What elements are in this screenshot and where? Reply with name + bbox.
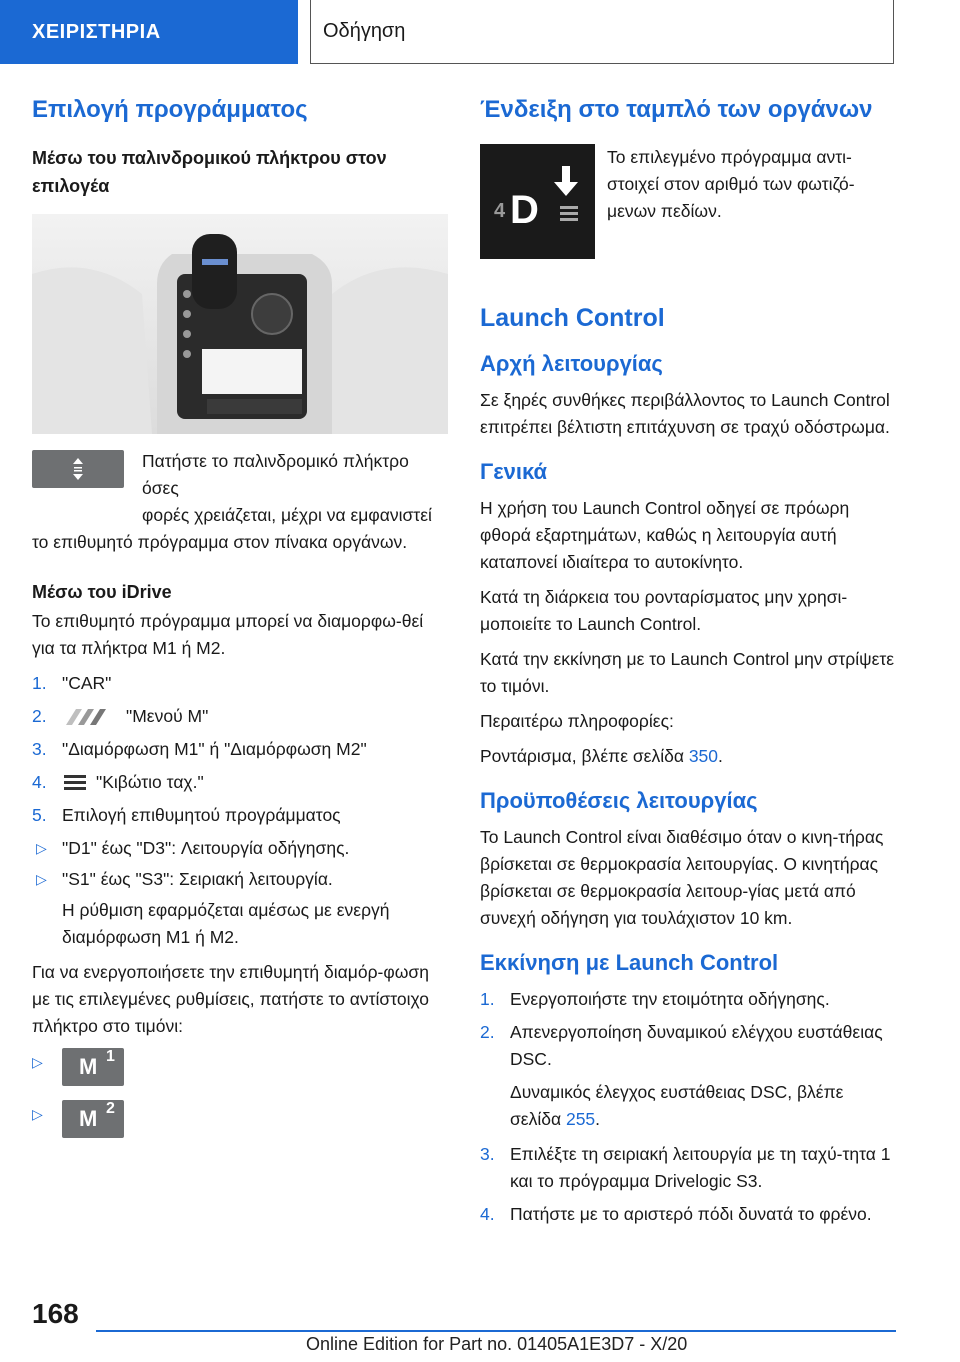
rocker-text-line1: Πατήστε το παλινδρομικό πλήκτρο όσες xyxy=(142,451,409,498)
display-block xyxy=(480,144,896,274)
step-number: 4. xyxy=(32,772,47,792)
step-item xyxy=(480,1201,896,1228)
triangle-bullet-icon: ▷ xyxy=(36,840,47,856)
step-number: 2. xyxy=(480,1022,495,1042)
step-text: Απενεργοποίηση δυναμικού ελέγχου ευστάθειας DSC. xyxy=(510,1022,883,1069)
step-number: 1. xyxy=(32,673,47,693)
prereq-heading: Προϋποθέσεις λειτουργίας xyxy=(480,788,758,813)
launch-control-heading: Launch Control xyxy=(480,304,665,332)
step-number: 3. xyxy=(32,739,47,759)
general-heading: Γενικά xyxy=(480,459,548,484)
display-digit: 4 xyxy=(494,200,506,222)
section-title: ΧΕΙΡΙΣΤΗΡΙΑ xyxy=(32,20,161,43)
dsc-note-end: . xyxy=(595,1109,601,1129)
step-number: 2. xyxy=(32,706,47,726)
gearbox-icon xyxy=(62,773,88,793)
idrive-steps xyxy=(32,670,448,829)
bullet-item xyxy=(32,835,448,862)
step-text: Επιλογή επιθυμητού προγράμματος xyxy=(62,805,341,825)
start-steps-cont xyxy=(480,1141,896,1228)
step-number: 4. xyxy=(480,1204,495,1224)
chapter-tab xyxy=(310,0,894,64)
step-number: 1. xyxy=(480,989,495,1009)
idrive-text: Το επιθυμητό πρόγραμμα μπορεί να διαμορφω-θεί για τα πλήκτρα M1 ή M2. xyxy=(32,611,424,658)
step-item xyxy=(480,986,896,1013)
step-item xyxy=(480,1141,896,1195)
bullet-text: "S1" έως "S3": Σειριακή λειτουργία. xyxy=(62,869,333,889)
footer-divider xyxy=(96,1330,896,1332)
bullet-item xyxy=(32,866,448,893)
idrive-subheading: Μέσω του iDrive xyxy=(32,582,172,602)
page-link-350[interactable]: 350 xyxy=(688,746,719,766)
step-number: 3. xyxy=(480,1144,495,1164)
break-in-text: Ροντάρισμα, βλέπε σελίδα xyxy=(480,746,689,766)
start-heading: Εκκίνηση με Launch Control xyxy=(480,950,779,975)
dsc-note-text: Δυναμικός έλεγχος ευστάθειας DSC, βλέπε σελίδα xyxy=(510,1082,844,1129)
step-item xyxy=(32,736,448,763)
step-text: "Διαμόρφωση M1" ή "Διαμόρφωση M2" xyxy=(62,739,367,759)
program-selection-heading: Επιλογή προγράμματος xyxy=(32,96,308,123)
triangle-bullet-icon: ▷ xyxy=(32,1054,43,1070)
step-item xyxy=(32,802,448,829)
principle-text: Σε ξηρές συνθήκες περιβάλλοντος το Launch Control επιτρέπει βέλτιστη επιτάχυνση σε τραχύ οδόστρωμα. xyxy=(480,390,890,437)
m2-superscript: 2 xyxy=(106,1100,115,1117)
step-item xyxy=(480,1019,896,1073)
general-p3: Κατά την εκκίνηση με το Launch Control μην στρίψετε το τιμόνι. xyxy=(480,649,895,696)
chapter-title: Οδήγηση xyxy=(323,20,406,42)
m2-label: M xyxy=(79,1106,98,1131)
rocker-button-icon xyxy=(32,450,124,488)
step-text: Πατήστε με το αριστερό πόδι δυνατά το φρένο. xyxy=(510,1204,872,1224)
general-p5: Ροντάρισμα, βλέπε σελίδα 350. xyxy=(480,746,723,766)
rocker-subheading: Μέσω του παλινδρομικού πλήκτρου στον επιλογέα xyxy=(32,148,387,196)
step-text: Επιλέξτε τη σειριακή λειτουργία με τη ταχύ-τητα 1 και το πρόγραμμα Drivelogic S3. xyxy=(510,1144,891,1191)
config-note: Η ρύθμιση εφαρμόζεται αμέσως με ενεργή διαμόρφωση M1 ή M2. xyxy=(62,900,390,947)
activate-text: Για να ενεργοποιήσετε την επιθυμητή διαμόρ-φωση με τις επιλεγμένες ρυθμίσεις, πατήστε το αντίστοιχο πλήκτρο στο τιμόνι: xyxy=(32,962,429,1036)
m1-superscript: 1 xyxy=(106,1048,115,1065)
step-number: 5. xyxy=(32,805,47,825)
m2-row xyxy=(32,1100,448,1152)
dsc-note xyxy=(510,1079,896,1133)
m2-button-icon xyxy=(62,1100,124,1138)
drive-program-display-icon xyxy=(480,144,595,259)
rocker-instruction xyxy=(32,448,448,556)
step-item xyxy=(32,703,448,730)
step-item xyxy=(32,769,448,796)
page-link-255[interactable]: 255 xyxy=(565,1109,596,1129)
triangle-bullet-icon: ▷ xyxy=(32,1106,43,1122)
step-text: "CAR" xyxy=(62,673,112,693)
general-p2: Κατά τη διάρκεια του ρονταρίσματος μην χρησι-μοποιείτε το Launch Control. xyxy=(480,587,848,634)
selector-lever-photo xyxy=(32,214,448,434)
left-column xyxy=(32,96,448,1152)
start-steps xyxy=(480,986,896,1073)
step-text: Ενεργοποιήστε την ετοιμότητα οδήγησης. xyxy=(510,989,830,1009)
rocker-text-line2: φορές χρειάζεται, μέχρι να εμφανιστεί xyxy=(142,505,432,525)
prereq-text: Το Launch Control είναι διαθέσιμο όταν ο κινη-τήρας βρίσκεται σε θερμοκρασία λειτουργίας. Ο κινητήρας βρίσκεται σε θερμοκρασία λειτουρ-γίας μετά από συνεχή οδήγηση για τουλάχιστον 10 km. xyxy=(480,827,884,928)
step-text: "Κιβώτιο ταχ." xyxy=(96,772,204,792)
step-text: "Μενού M" xyxy=(126,706,209,726)
section-tab xyxy=(0,0,298,64)
m1-label: M xyxy=(79,1054,98,1079)
triangle-bullet-icon: ▷ xyxy=(36,871,47,887)
display-letter: D xyxy=(510,188,539,232)
principle-heading: Αρχή λειτουργίας xyxy=(480,351,663,376)
down-arrow-icon xyxy=(480,144,595,259)
m1-button-icon xyxy=(62,1048,124,1086)
bullet-text: "D1" έως "D3": Λειτουργία οδήγησης. xyxy=(62,838,350,858)
m1-row xyxy=(32,1048,448,1100)
edition-text: Online Edition for Part no. 01405A1E3D7 - X/20 xyxy=(306,1334,688,1354)
page-number: 168 xyxy=(32,1298,79,1329)
right-column xyxy=(480,96,896,1234)
m-stripes-icon xyxy=(62,709,118,725)
general-p4: Περαιτέρω πληροφορίες: xyxy=(480,711,674,731)
display-heading: Ένδειξη στο ταμπλό των οργάνων xyxy=(480,96,873,123)
step-item xyxy=(32,670,448,697)
display-text: Το επιλεγμένο πρόγραμμα αντι-στοιχεί στον αριθμό των φωτιζό-μενων πεδίων. xyxy=(607,147,855,221)
center-console-illustration xyxy=(32,214,448,434)
general-p1: Η χρήση του Launch Control οδηγεί σε πρόωρη φθορά εξαρτημάτων, καθώς η λειτουργία αυτή καταπονεί ιδιαίτερα το αυτοκίνητο. xyxy=(480,498,850,572)
rocker-text-line3: το επιθυμητό πρόγραμμα στον πίνακα οργάνων. xyxy=(32,532,408,552)
